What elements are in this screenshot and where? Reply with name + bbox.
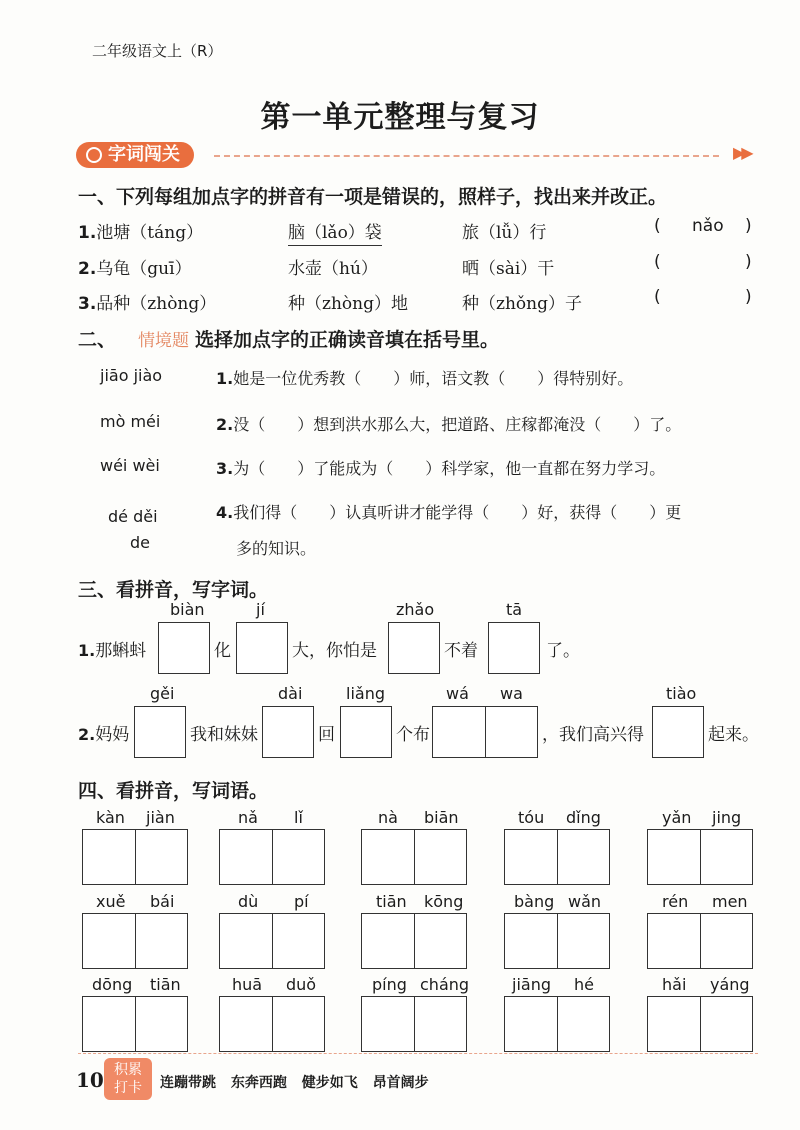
q4-pinyin: dōng — [92, 975, 133, 994]
q4-pinyin: kōng — [424, 892, 464, 911]
q1-option-a: 乌龟（guī） — [96, 259, 192, 279]
q3-text: 了。 — [546, 641, 580, 661]
q4-pinyin: yǎn — [662, 808, 692, 827]
word-box-cell[interactable] — [433, 707, 486, 757]
q4-pinyin: tóu — [518, 808, 545, 827]
q2-pinyin-2: mò méi — [100, 412, 161, 431]
q3-text: 起来。 — [708, 725, 759, 745]
q3-text: 不着 — [444, 641, 478, 661]
footer-idioms: 连蹦带跳 东奔西跑 健步如飞 昂首阔步 — [160, 1075, 429, 1091]
q1-option-c: 晒（sài）干 — [462, 259, 555, 279]
word-box[interactable] — [504, 996, 610, 1052]
word-box[interactable] — [647, 996, 753, 1052]
q2-prefix: 二、 — [78, 329, 117, 351]
lightbulb-icon — [86, 147, 102, 163]
page-title: 第一单元整理与复习 — [260, 100, 540, 135]
q3-pinyin: biàn — [170, 600, 205, 619]
q3-text: 我和妹妹 — [190, 725, 258, 745]
q2-item-num: 3. — [216, 459, 234, 478]
q2-item-4 — [216, 500, 681, 523]
q3-text: 回 — [318, 725, 335, 745]
q4-pinyin: tiān — [376, 892, 407, 911]
char-box[interactable] — [236, 622, 288, 674]
answer-paren-close: ) — [745, 287, 752, 307]
word-box[interactable] — [82, 996, 188, 1052]
word-box-cell[interactable] — [701, 914, 753, 968]
q1-row-num: 2. — [78, 259, 97, 279]
answer-paren-close: ) — [745, 216, 752, 236]
word-box-cell[interactable] — [83, 830, 136, 884]
q2-heading-line — [78, 325, 499, 352]
q4-pinyin: cháng — [420, 975, 470, 994]
q2-pinyin-4b: de — [130, 533, 150, 552]
word-box[interactable] — [82, 913, 188, 969]
q1-row-num: 3. — [78, 294, 97, 314]
answer-paren-open: ( — [654, 252, 661, 272]
word-box-cell[interactable] — [505, 997, 558, 1051]
word-box-cell[interactable] — [83, 914, 136, 968]
q2-item-text: 我们得（ ）认真听讲才能学得（ ）好，获得（ ）更 — [233, 503, 682, 522]
q2-item-num: 4. — [216, 503, 234, 522]
q4-pinyin: biān — [424, 808, 459, 827]
q4-pinyin: bàng — [514, 892, 555, 911]
q1-row-3 — [78, 289, 216, 314]
q4-pinyin: duǒ — [286, 975, 317, 994]
q3-text: 化 — [214, 641, 231, 661]
q3-pinyin: dài — [278, 684, 303, 703]
q3-pinyin: gěi — [150, 684, 175, 703]
word-box-cell[interactable] — [83, 997, 136, 1051]
word-box-cell[interactable] — [648, 997, 701, 1051]
book-header: 二年级语文上（R） — [92, 42, 223, 60]
q3-text: ，我们高兴得 — [542, 725, 644, 745]
stamp-line-2: 打卡 — [114, 1080, 142, 1096]
word-box-cell[interactable] — [362, 830, 415, 884]
section-divider — [214, 155, 719, 157]
word-box-cell[interactable] — [558, 997, 610, 1051]
chevron-right-icon: ▶▶ — [733, 143, 750, 162]
q4-pinyin: kàn — [96, 808, 125, 827]
q4-pinyin: nǎ — [238, 808, 258, 827]
char-box[interactable] — [158, 622, 210, 674]
word-box[interactable] — [647, 913, 753, 969]
q4-pinyin: yáng — [710, 975, 750, 994]
q3-pinyin: tiào — [666, 684, 697, 703]
answer-paren-open: ( — [654, 287, 661, 307]
char-box[interactable] — [340, 706, 392, 758]
q4-pinyin: rén — [662, 892, 689, 911]
q2-pinyin-1: jiāo jiào — [100, 366, 163, 385]
word-box-cell[interactable] — [136, 914, 188, 968]
q2-pinyin-4: dé děi — [108, 507, 158, 526]
q2-item-text: 没（ ）想到洪水那么大，把道路、庄稼都淹没（ ）了。 — [233, 415, 682, 434]
q4-pinyin: huā — [232, 975, 263, 994]
word-box[interactable] — [219, 913, 325, 969]
char-box[interactable] — [262, 706, 314, 758]
word-box[interactable] — [504, 829, 610, 885]
q4-pinyin: jiāng — [512, 975, 551, 994]
q4-pinyin: men — [712, 892, 748, 911]
word-box[interactable] — [647, 829, 753, 885]
q4-pinyin: wǎn — [568, 892, 602, 911]
q3-line-num: 2. — [78, 725, 96, 744]
q2-item-3 — [216, 456, 665, 479]
word-box-cell[interactable] — [273, 914, 325, 968]
q1-option-c: 旅（lǚ）行 — [462, 223, 547, 243]
q1-row-2 — [78, 254, 192, 279]
q2-item-num: 1. — [216, 369, 234, 388]
q3-pinyin: jí — [256, 600, 265, 619]
q4-pinyin: nà — [378, 808, 398, 827]
q4-pinyin: xuě — [96, 892, 126, 911]
word-box[interactable] — [361, 996, 467, 1052]
answer-paren-open: ( — [654, 216, 661, 236]
q1-option-a: 池塘（táng） — [96, 223, 204, 243]
word-box-cell[interactable] — [220, 997, 273, 1051]
word-box-cell[interactable] — [415, 914, 467, 968]
word-box-cell[interactable] — [558, 830, 610, 884]
word-box-cell[interactable] — [136, 830, 188, 884]
word-box-cell[interactable] — [648, 914, 701, 968]
q2-heading: 选择加点字的正确读音填在括号里。 — [195, 329, 500, 351]
q4-heading: 四、看拼音，写词语。 — [78, 780, 269, 802]
word-box-cell[interactable] — [701, 830, 753, 884]
word-box[interactable] — [219, 829, 325, 885]
q3-line-num: 1. — [78, 641, 96, 660]
q3-line1-start — [78, 636, 146, 661]
q2-item-text: 为（ ）了能成为（ ）科学家，他一直都在努力学习。 — [233, 459, 666, 478]
word-box-cell[interactable] — [701, 997, 753, 1051]
q1-option-a: 品种（zhòng） — [96, 294, 217, 314]
q4-pinyin: lǐ — [294, 808, 303, 827]
word-box[interactable] — [82, 829, 188, 885]
q3-pinyin: wa — [500, 684, 523, 703]
q3-pinyin: liǎng — [346, 684, 385, 703]
q2-item-1 — [216, 366, 633, 389]
q4-pinyin: bái — [150, 892, 175, 911]
word-box[interactable] — [504, 913, 610, 969]
q1-heading: 一、下列每组加点字的拼音有一项是错误的，照样子，找出来并改正。 — [78, 186, 668, 208]
word-box-cell[interactable] — [273, 830, 325, 884]
word-box-cell[interactable] — [558, 914, 610, 968]
q3-text: 妈妈 — [95, 725, 130, 745]
stamp-line-1: 积累 — [114, 1062, 142, 1078]
q4-pinyin: pí — [294, 892, 309, 911]
word-box-cell[interactable] — [220, 830, 273, 884]
q4-pinyin: hǎi — [662, 975, 687, 994]
section-badge — [76, 142, 194, 168]
q3-pinyin: wá — [446, 684, 469, 703]
char-box[interactable] — [652, 706, 704, 758]
q1-option-b: 种（zhòng）地 — [288, 294, 408, 314]
page-number: 10 — [76, 1068, 104, 1092]
q3-text: 那蝌蚪 — [95, 641, 147, 661]
q4-pinyin: tiān — [150, 975, 181, 994]
word-box[interactable] — [361, 829, 467, 885]
char-box[interactable] — [134, 706, 186, 758]
q4-pinyin: jiàn — [146, 808, 175, 827]
q2-item-2 — [216, 412, 681, 435]
q4-pinyin: dù — [238, 892, 259, 911]
q2-pinyin-3: wéi wèi — [100, 456, 160, 475]
q4-pinyin: jing — [712, 808, 742, 827]
q1-option-b-marked: 脑（lǎo）袋 — [288, 218, 382, 246]
q1-row-1 — [78, 218, 203, 243]
word-box-cell[interactable] — [273, 997, 325, 1051]
word-box-cell[interactable] — [136, 997, 188, 1051]
word-box[interactable] — [432, 706, 538, 758]
q2-item-4-cont: 多的知识。 — [236, 539, 317, 558]
q4-pinyin: píng — [372, 975, 407, 994]
word-box-cell[interactable] — [362, 997, 415, 1051]
word-box-cell[interactable] — [362, 914, 415, 968]
q3-pinyin: tā — [506, 600, 523, 619]
word-box-cell[interactable] — [220, 914, 273, 968]
q3-text: 个布 — [396, 725, 430, 745]
section-badge-label: 字词闯关 — [108, 144, 180, 165]
footer-divider — [78, 1053, 758, 1054]
word-box-cell[interactable] — [648, 830, 701, 884]
accumulate-stamp — [104, 1058, 152, 1100]
char-box[interactable] — [388, 622, 440, 674]
word-box[interactable] — [219, 996, 325, 1052]
answer-paren-close: ) — [745, 252, 752, 272]
q1-row-num: 1. — [78, 223, 97, 243]
word-box-cell[interactable] — [505, 830, 558, 884]
q1-option-b: 水壶（hú） — [288, 259, 378, 279]
scenario-tag: 情境题 — [138, 331, 190, 351]
q4-pinyin: dǐng — [566, 808, 601, 827]
word-box-cell[interactable] — [505, 914, 558, 968]
q2-item-text: 她是一位优秀教（ ）师，语文教（ ）得特别好。 — [233, 369, 634, 388]
word-box-cell[interactable] — [486, 707, 538, 757]
q3-heading: 三、看拼音，写字词。 — [78, 579, 269, 601]
q3-pinyin: zhǎo — [396, 600, 435, 619]
q2-item-num: 2. — [216, 415, 234, 434]
word-box-cell[interactable] — [415, 830, 467, 884]
q1-option-c: 种（zhǒng）子 — [462, 294, 582, 314]
q4-pinyin: hé — [574, 975, 594, 994]
q3-text: 大，你怕是 — [292, 641, 377, 661]
char-box[interactable] — [488, 622, 540, 674]
word-box-cell[interactable] — [415, 997, 467, 1051]
word-box[interactable] — [361, 913, 467, 969]
answer-field[interactable]: nǎo — [692, 216, 724, 236]
q3-line2-start — [78, 720, 129, 745]
